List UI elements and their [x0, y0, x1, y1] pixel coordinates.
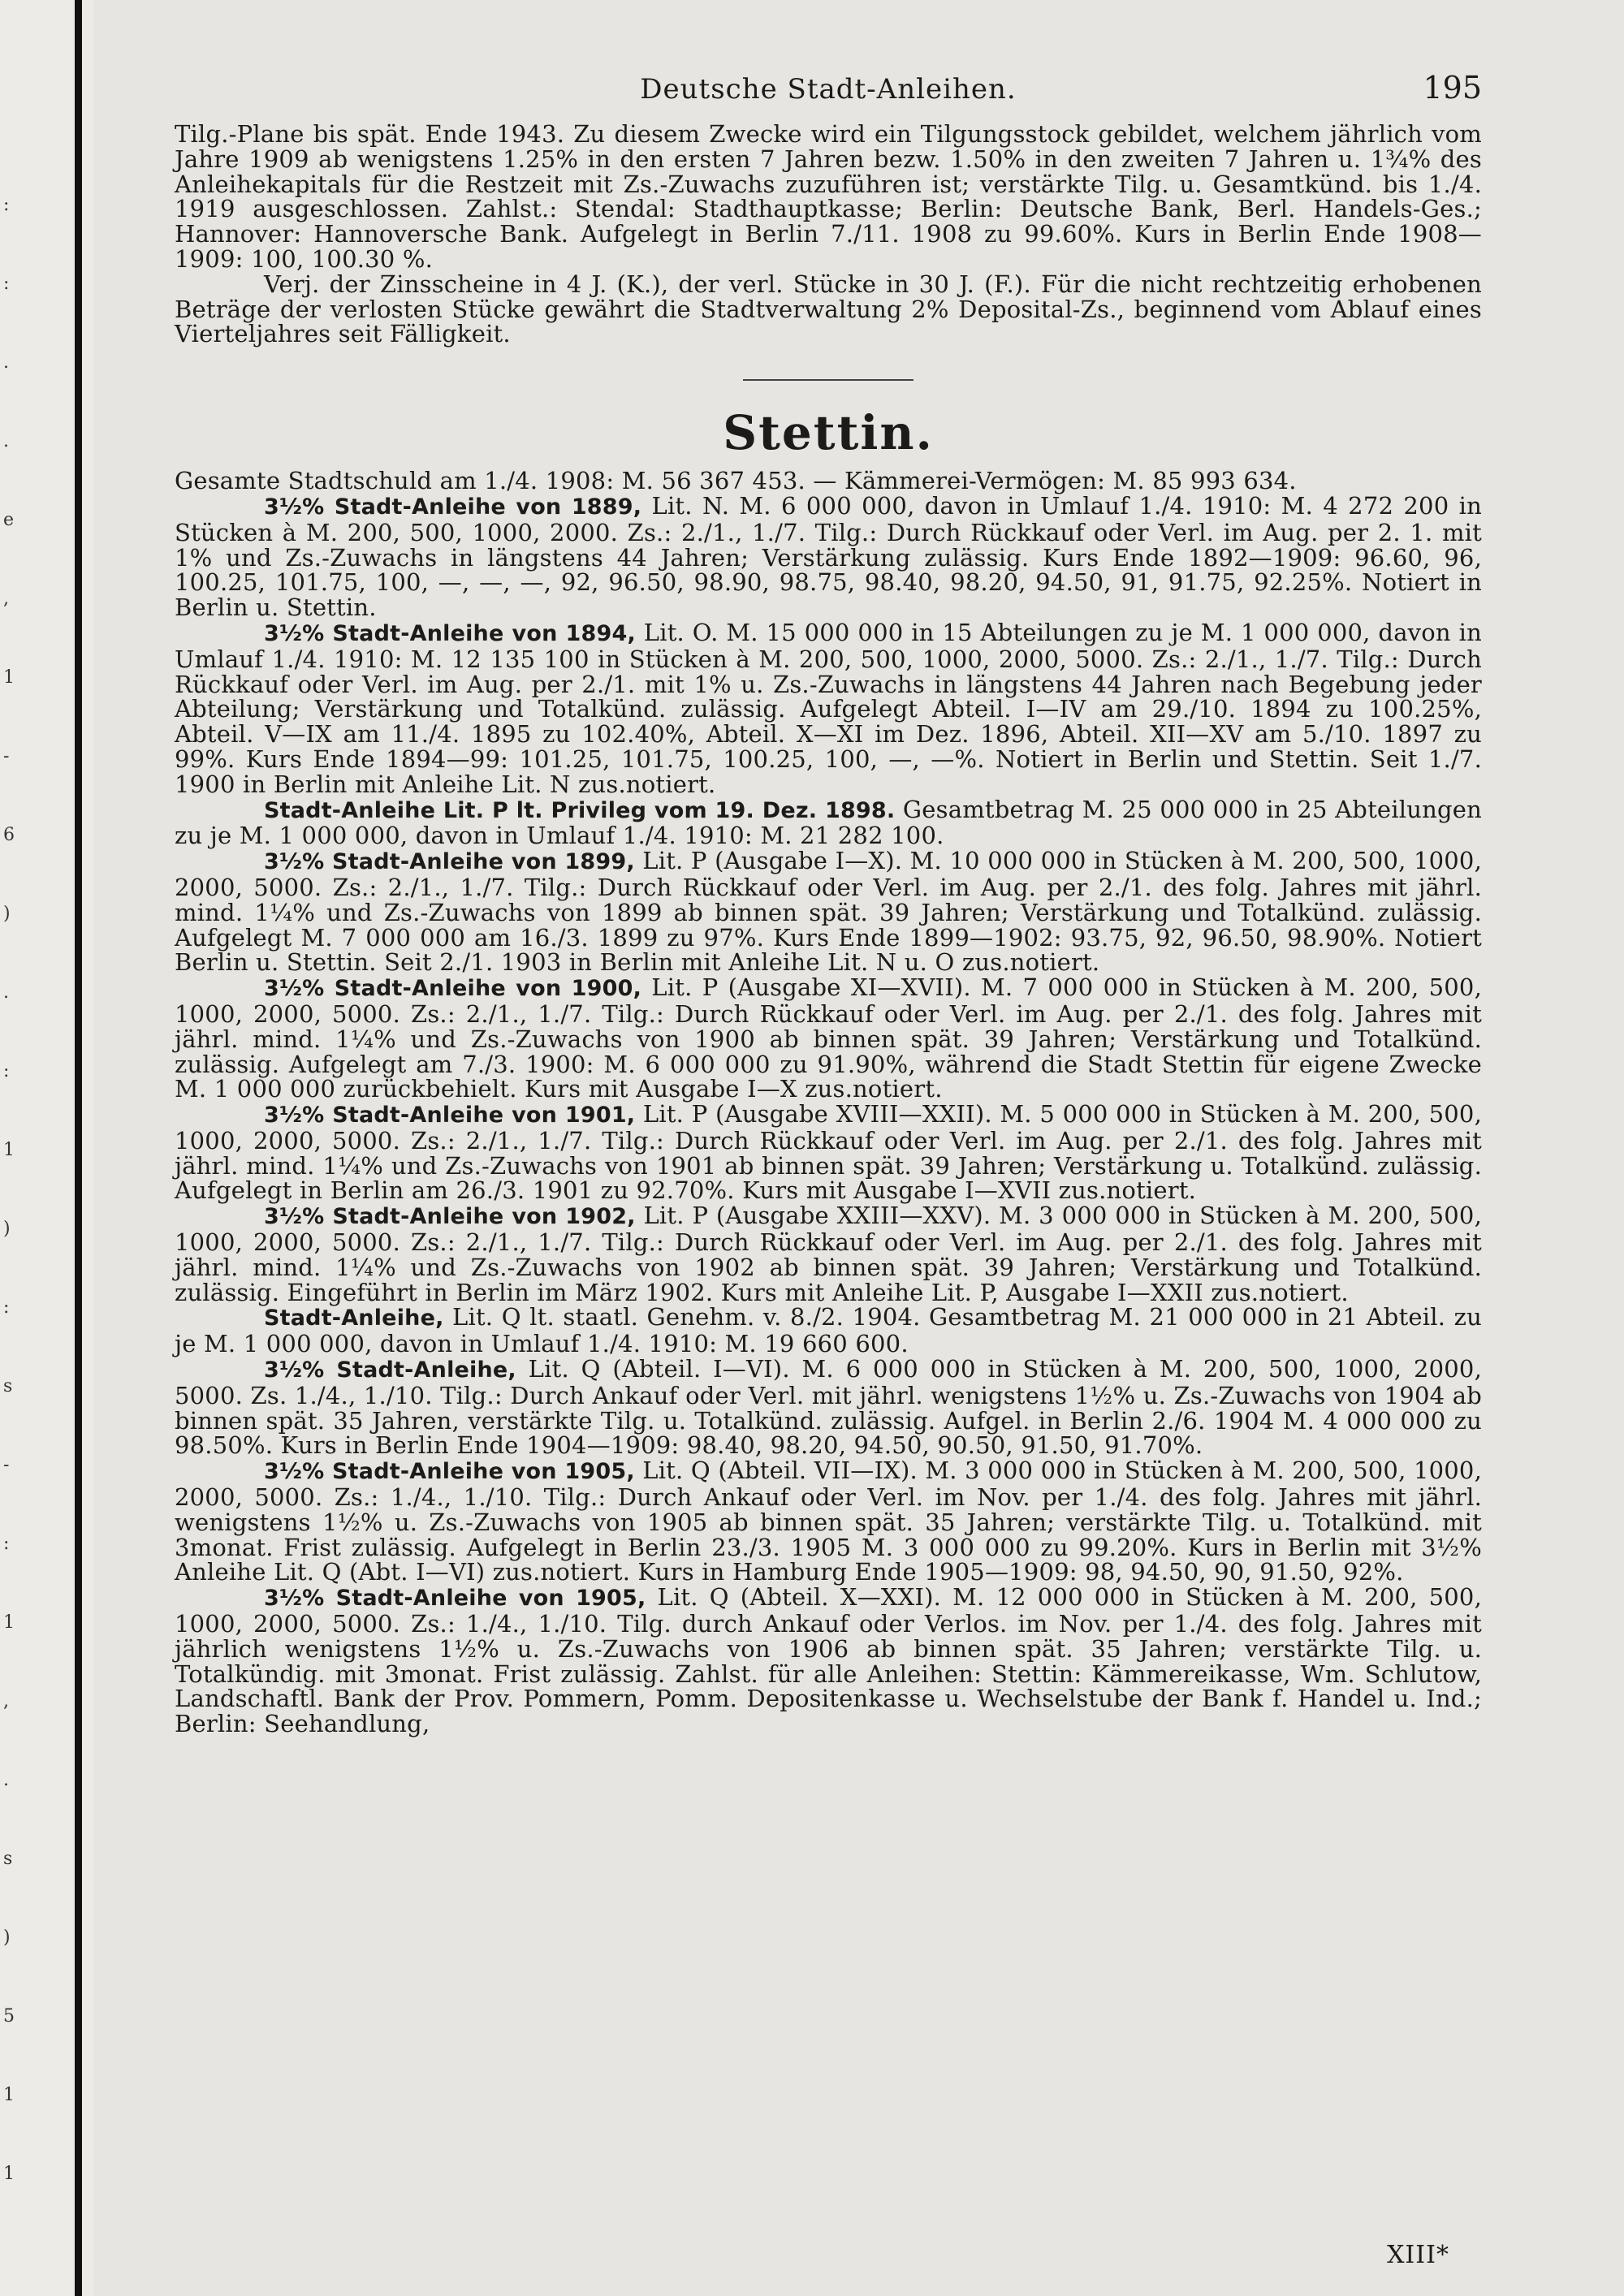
margin-mark: 6: [3, 825, 15, 845]
section-divider: [743, 379, 914, 381]
running-head: [175, 65, 1482, 122]
margin-mark: 1: [3, 1140, 15, 1160]
loan-entry: [175, 1102, 1482, 1203]
margin-mark: s: [3, 1376, 13, 1396]
margin-mark: e: [3, 510, 15, 530]
loan-entry-body: Lit. Q (Abteil. X—XXI). M. 12 000 000 in Stücken à M. 200, 500, 1000, 2000, 5000. Zs.: 1./4., 1./10. Tilg. durch Ankauf oder Verlos. im Nov. per 1./4. des folg. Jahres mit jährlich wenigstens 1½% u. Zs.-Zuwachs von 1906 ab binnen spät. 35 Jahren; verstärkte Tilg. u. Totalkündig. mit 3monat. Frist zulässig. Zahlst. für alle Anleihen: Stettin: Kämmereikasse, Wm. Schlutow, Landschaftl. Bank der Prov. Pommern, Pomm. Depositenkasse u. Wechselstube der Bank f. Handel u. Ind.; Berlin: Seehandlung,: [175, 1583, 1482, 1738]
margin-mark: :: [3, 1061, 10, 1081]
page-content: [175, 65, 1482, 1737]
margin-mark: :: [3, 195, 10, 215]
loan-entry-body: Lit. P (Ausgabe XI—XVII). M. 7 000 000 in Stücken à M. 200, 500, 1000, 2000, 5000. Zs.: 2./1., 1./7. Tilg.: Durch Rückkauf oder Verl. im Aug. per 2./1. des folg. Jahres mit jährl. mind. 1¼% und Zs.-Zuwachs von 1900 ab binnen spät. 39 Jahren; Verstärkung und Totalkünd. zulässig. Aufgelegt am 7./3. 1900: M. 6 000 000 zu 91.90%, während die Stadt Stettin für eigene Zwecke M. 1 000 000 zurückbehielt. Kurs mit Ausgabe I—X zus.notiert.: [175, 973, 1482, 1103]
loan-entry: [175, 1305, 1482, 1357]
margin-mark: ,: [3, 589, 9, 609]
margin-mark: .: [3, 352, 9, 373]
loan-entry: [175, 1585, 1482, 1737]
loan-entry: [175, 491, 1482, 622]
margin-mark: -: [3, 746, 10, 766]
loan-entry-body: Lit. P (Ausgabe XVIII—XXII). M. 5 000 000 in Stücken à M. 200, 500, 1000, 2000, 5000. Zs.: 2./1., 1./7. Tilg.: Durch Rückkauf oder Verl. im Aug. per 2./1. des folg. Jahres mit jährl. mind. 1¼% und Zs.-Zuwachs von 1901 ab binnen spät. 39 Jahren; Verstärkung u. Totalkünd. zulässig. Aufgelegt in Berlin am 26./3. 1901 zu 92.70%. Kurs mit Ausgabe I—XVII zus.notiert.: [175, 1100, 1482, 1205]
loan-entries: [175, 491, 1482, 1738]
binding-shadow: [75, 0, 82, 2296]
loan-entry-body: Lit. P (Ausgabe XXIII—XXV). M. 3 000 000 in Stücken à M. 200, 500, 1000, 2000, 5000. Zs.: 2./1., 1./7. Tilg.: Durch Rückkauf oder Verl. im Aug. per 2./1. des folg. Jahres mit jährl. mind. 1¼% und Zs.-Zuwachs von 1902 ab binnen spät. 39 Jahren; Verstärkung und Totalkünd. zulässig. Eingeführt in Berlin im März 1902. Kurs mit Anleihe Lit. P, Ausgabe I—XXII zus.notiert.: [175, 1202, 1482, 1306]
loan-entry: [175, 797, 1482, 849]
loan-entry-heading: Stadt-Anleihe Lit. P lt. Privileg vom 19. Dez. 1898.: [264, 797, 896, 823]
margin-mark: :: [3, 1297, 10, 1318]
margin-mark: 1: [3, 667, 15, 688]
section-summary: Gesamte Stadtschuld am 1./4. 1908: M. 56 367 453. — Kämmerei-Vermögen: M. 85 993 634.: [175, 467, 1297, 495]
loan-entry-heading: 3½% Stadt-Anleihe von 1894,: [264, 620, 636, 646]
loan-entry: [175, 1458, 1482, 1585]
margin-mark: .: [3, 982, 9, 1003]
loan-entry-body: Lit. Q (Abteil. VII—IX). M. 3 000 000 in Stücken à M. 200, 500, 1000, 2000, 5000. Zs.: 1./4., 1./10. Tilg.: Durch Ankauf oder Verl. im Nov. per 1./4. des folg. Jahres mit jährl. wenigstens 1½% u. Zs.-Zuwachs von 1905 ab binnen spät. 35 Jahren; verstärkte Tilg. u. Totalkünd. mit 3monat. Frist zulässig. Aufgelegt in Berlin 23./3. 1905 M. 3 000 000 zu 99.20%. Kurs in Berlin mit 3½% Anleihe Lit. Q (Abt. I—VI) zus.notiert. Kurs in Hamburg Ende 1905—1909: 98, 94.50, 90, 91.50, 92%.: [175, 1457, 1482, 1586]
loan-entry: [175, 1203, 1482, 1305]
intro-paragraph: Verj. der Zinsscheine in 4 J. (K.), der verl. Stücke in 30 J. (F.). Für die nicht rechtzeitig erhobenen Beträge der verlosten Stücke gewährt die Stadtverwaltung 2% Deposital-Zs., beginnend vom Ablauf eines Vierteljahres seit Fälligkeit.: [175, 270, 1482, 348]
loan-entry: [175, 975, 1482, 1102]
margin-mark: ): [3, 904, 11, 924]
printer-signature: XIII*: [1387, 2241, 1449, 2269]
margin-mark: :: [3, 1534, 10, 1554]
facing-page-margin-marks: [3, 0, 36, 2296]
loan-entry: [175, 1357, 1482, 1458]
margin-mark: :: [3, 274, 10, 294]
loan-entry-body: Lit. Q (Abteil. I—VI). M. 6 000 000 in Stücken à M. 200, 500, 1000, 2000, 5000. Zs. 1./4., 1./10. Tilg.: Durch Ankauf oder Verl. mit jährl. wenigstens 1½% u. Zs.-Zuwachs von 1904 ab binnen spät. 35 Jahren, verstärkte Tilg. u. Totalkünd. zulässig. Aufgel. in Berlin 2./6. 1904 M. 4 000 000 zu 98.50%. Kurs in Berlin Ende 1904—1909: 98.40, 98.20, 94.50, 90.50, 91.50, 91.70%.: [175, 1355, 1482, 1460]
margin-mark: 5: [3, 2006, 15, 2026]
loan-entry-heading: 3½% Stadt-Anleihe von 1900,: [264, 976, 642, 1002]
loan-entry-body: Lit. O. M. 15 000 000 in 15 Abteilungen zu je M. 1 000 000, davon in Umlauf 1./4. 1910: M. 12 135 100 in Stücken à M. 200, 500, 1000, 2000, 5000. Zs.: 2./1., 1./7. Tilg.: Durch Rückkauf oder Verl. im Aug. per 2./1. mit 1% u. Zs.-Zuwachs in längstens 44 Jahren nach Begebung jeder Abteilung; Verstärkung und Totalkünd. zulässig. Aufgelegt Abteil. I—IV am 29./10. 1894 zu 100.25%, Abteil. V—IX am 11./4. 1895 zu 102.40%, Abteil. X—XI im Dez. 1896, Abteil. XII—XV am 5./10. 1897 zu 99%. Kurs Ende 1894—99: 101.25, 101.75, 100.25, 100, —, —%. Notiert in Berlin und Stettin. Seit 1./7. 1900 in Berlin mit Anleihe Lit. N zus.notiert.: [175, 618, 1482, 798]
loan-entry-body: Lit. N. M. 6 000 000, davon in Umlauf 1./4. 1910: M. 4 272 200 in Stücken à M. 200, 500, 1000, 2000. Zs.: 2./1., 1./7. Tilg.: Durch Rückkauf oder Verl. im Aug. per 2. 1. mit 1% und Zs.-Zuwachs in längstens 44 Jahren; Verstärkung zulässig. Kurs Ende 1892—1909: 96.60, 96, 100.25, 101.75, 100, —, —, —, 92, 96.50, 98.90, 98.75, 98.40, 98.20, 94.50, 91, 91.75, 92.25%. Notiert in Berlin u. Stettin.: [175, 491, 1482, 622]
margin-mark: .: [3, 431, 9, 451]
loan-entry-heading: 3½% Stadt-Anleihe von 1905,: [264, 1586, 646, 1612]
loan-entry-heading: 3½% Stadt-Anleihe von 1905,: [264, 1459, 635, 1485]
running-title: Deutsche Stadt-Anleihen.: [640, 73, 1017, 106]
loan-entry-heading: 3½% Stadt-Anleihe von 1899,: [264, 849, 635, 875]
margin-mark: ,: [3, 1691, 9, 1711]
loan-entry-body: Gesamtbetrag M. 25 000 000 in 25 Abteilungen zu je M. 1 000 000, davon in Umlauf 1./4. 1910: M. 21 282 100.: [175, 795, 1482, 850]
margin-mark: -: [3, 1455, 10, 1475]
margin-mark: 1: [3, 2085, 15, 2105]
intro-paragraph: Tilg.-Plane bis spät. Ende 1943. Zu diesem Zwecke wird ein Tilgungsstock gebildet, welchem jährlich vom Jahre 1909 ab wenigstens 1.25% in den ersten 7 Jahren bezw. 1.50% in den zweiten 7 Jahren u. 1¾% des Anleihekapitals für die Restzeit mit Zs.-Zuwachs zuzuführen ist; verstärkte Tilg. u. Gesamtkünd. bis 1./4. 1919 ausgeschlossen. Zahlst.: Stendal: Stadthauptkasse; Berlin: Deutsche Bank, Berl. Handels-Ges.; Hannover: Hannoversche Bank. Aufgelegt in Berlin 7./11. 1908 zu 99.60%. Kurs in Berlin Ende 1908—1909: 100, 100.30 %.: [175, 120, 1482, 273]
margin-mark: ): [3, 1219, 11, 1239]
loan-entry-heading: Stadt-Anleihe,: [264, 1306, 444, 1331]
loan-entry-heading: 3½% Stadt-Anleihe von 1901,: [264, 1103, 636, 1129]
loan-entry-heading: 3½% Stadt-Anleihe von 1902,: [264, 1204, 636, 1230]
margin-mark: s: [3, 1849, 13, 1869]
margin-mark: 1: [3, 2164, 15, 2184]
section-title: Stettin.: [723, 405, 934, 461]
loan-entry-body: Lit. Q lt. staatl. Genehm. v. 8./2. 1904. Gesamtbetrag M. 21 000 000 in 21 Abteil. zu je M. 1 000 000, davon in Umlauf 1./4. 1910: M. 19 660 600.: [175, 1303, 1482, 1358]
loan-entry: [175, 848, 1482, 975]
loan-entry-body: Lit. P (Ausgabe I—X). M. 10 000 000 in Stücken à M. 200, 500, 1000, 2000, 5000. Zs.: 2./1., 1./7. Tilg.: Durch Rückkauf oder Verl. im Aug. per 2./1. des folg. Jahres mit jährl. mind. 1¼% und Zs.-Zuwachs von 1899 ab binnen spät. 39 Jahren; Verstärkung und Totalkünd. zulässig. Aufgelegt M. 7 000 000 am 16./3. 1899 zu 97%. Kurs Ende 1899—1902: 93.75, 92, 96.50, 98.90%. Notiert Berlin u. Stettin. Seit 2./1. 1903 in Berlin mit Anleihe Lit. N u. O zus.notiert.: [175, 847, 1482, 977]
loan-entry-heading: 3½% Stadt-Anleihe,: [264, 1357, 516, 1383]
page-number: 195: [1423, 70, 1482, 106]
margin-mark: ): [3, 1927, 11, 1948]
loan-entry-heading: 3½% Stadt-Anleihe von 1889,: [264, 494, 642, 520]
margin-mark: .: [3, 1770, 9, 1790]
margin-mark: 1: [3, 1612, 15, 1633]
loan-entry: [175, 620, 1482, 797]
